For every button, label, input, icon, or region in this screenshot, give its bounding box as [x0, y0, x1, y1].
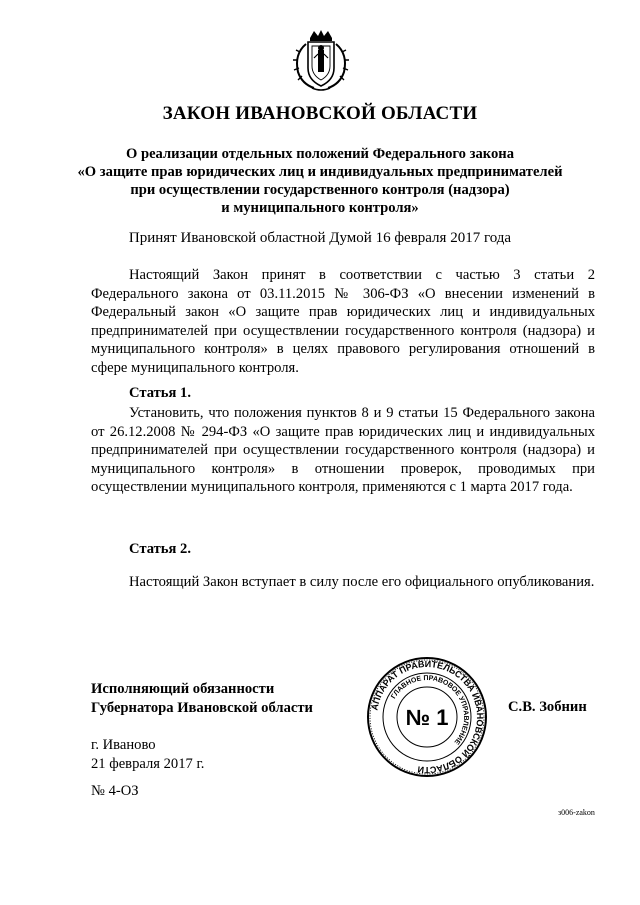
signing-place-date — [91, 736, 204, 773]
signer-position — [91, 680, 313, 717]
subtitle-line: «О защите прав юридических лиц и индивидуальных предпринимателей — [77, 164, 563, 180]
stamp-inner-text: ГЛАВНОЕ ПРАВОВОЕ УПРАВЛЕНИЕ — [390, 674, 470, 746]
subtitle-line: О реализации отдельных положений Федерального закона — [125, 146, 515, 162]
signing-date: 21 февраля 2017 г. — [91, 755, 205, 772]
stamp-ring-text: АППАРАТ ПРАВИТЕЛЬСТВА ИВАНОВСКОЙ ОБЛАСТИ — [369, 658, 486, 776]
signer-name: С.В. Зобнин — [508, 699, 587, 715]
signer-position-line: Губернатора Ивановской области — [91, 699, 313, 716]
subtitle-line: и муниципального контроля» — [221, 200, 419, 216]
intro-paragraph: Настоящий Закон принят в соответствии с частью 3 статьи 2 Федерального закона от 03.11.2015 № 306-ФЗ «О внесении изменений в Федеральный закон «О защите прав юридических лиц и индивидуальных предпринимателей при осуществлении государственного контроля (надзора) и муниципального контроля» в целях правового регулирования отношений в сфере муниципального контроля. — [91, 267, 595, 376]
article-1-heading: Статья 1. — [129, 385, 191, 401]
law-number: № 4-ОЗ — [91, 783, 139, 799]
article-2-heading: Статья 2. — [129, 541, 191, 557]
ivanovo-coat-of-arms-icon — [288, 28, 354, 94]
signing-place: г. Иваново — [91, 737, 156, 753]
document-title: ЗАКОН ИВАНОВСКОЙ ОБЛАСТИ — [162, 103, 478, 124]
signer-position-line: Исполняющий обязанности — [91, 681, 275, 697]
subtitle-line: при осуществлении государственного контроля (надзора) — [130, 182, 510, 198]
stamp-number: № 1 — [405, 705, 449, 730]
official-stamp — [365, 655, 489, 779]
adoption-note: Принят Ивановской областной Думой 16 февраля 2017 года — [128, 230, 512, 246]
document-code: з006-zakon — [558, 808, 595, 817]
article-2-text: Настоящий Закон вступает в силу после его официального опубликования. — [129, 574, 595, 590]
article-1-text: Установить, что положения пунктов 8 и 9 статьи 15 Федерального закона от 26.12.2008 № 294-ФЗ «О защите прав юридических лиц и индивидуальных предпринимателей при осуществлении государственного контроля (надзора) и муниципального контроля» в отношении проверок, проводимых при осуществлении муниципального контроля, применяются с 1 марта 2017 года. — [91, 405, 595, 496]
document-subtitle — [60, 145, 580, 217]
